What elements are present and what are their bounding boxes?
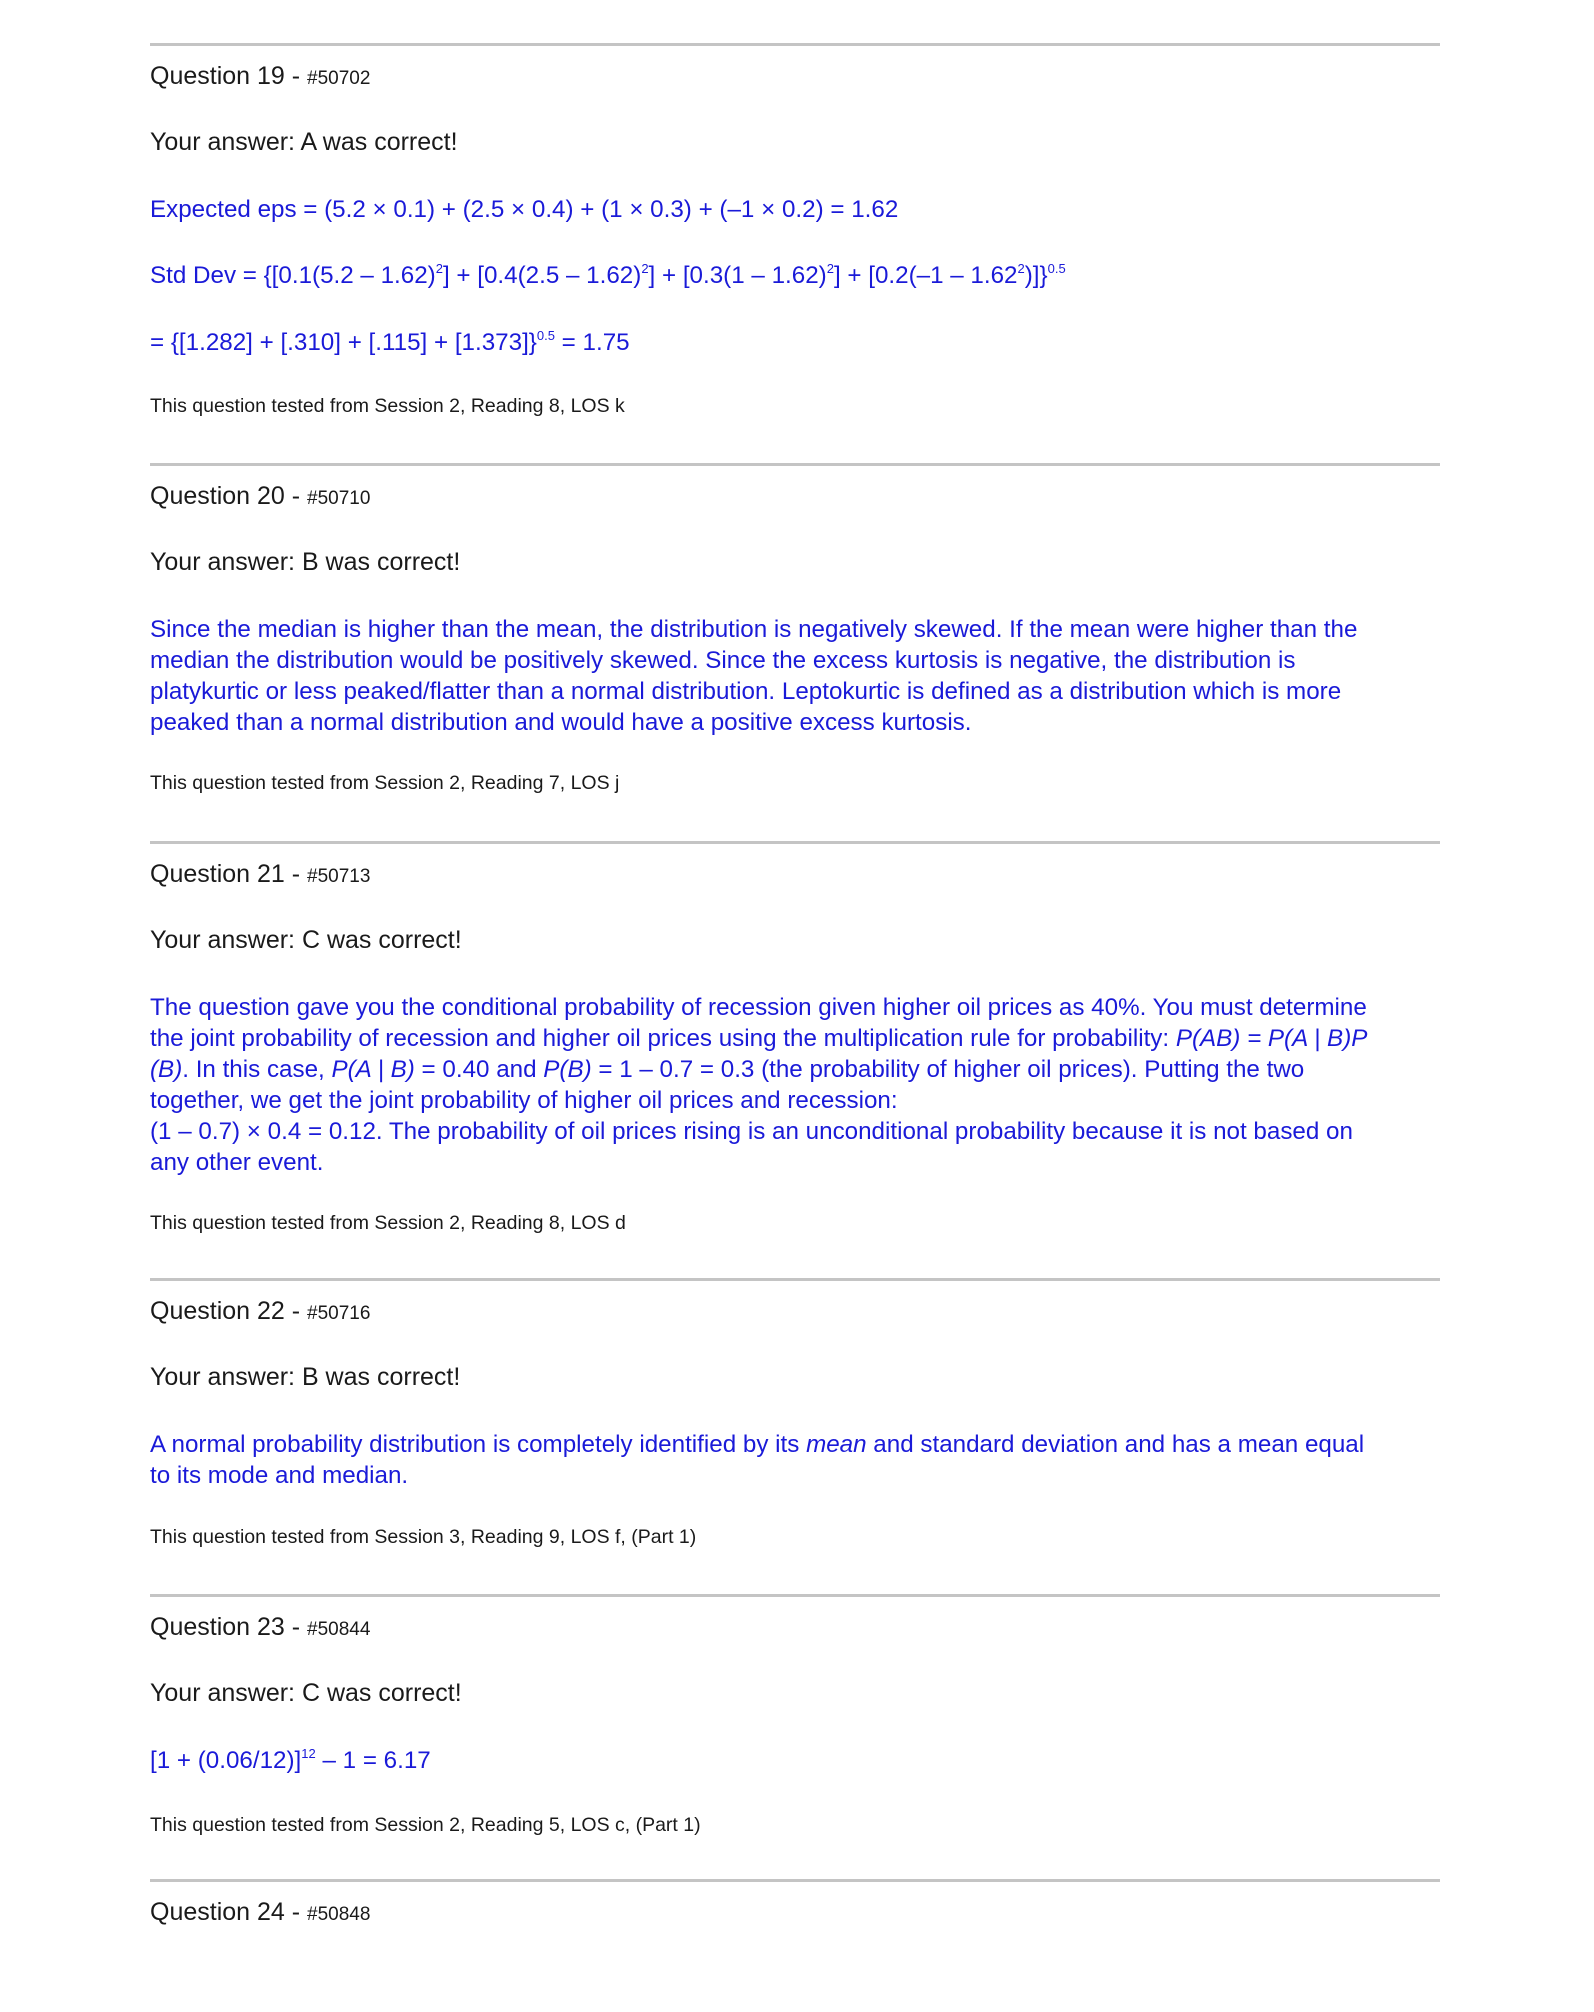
question-header bbox=[150, 1297, 370, 1326]
question-23 bbox=[150, 1594, 1440, 1879]
explanation: A normal probability distribution is completely identified by its mean and standard deviation and has a mean equal to its mode and median. bbox=[150, 1431, 1365, 1489]
tested-from: This question tested from Session 2, Reading 8, LOS d bbox=[150, 1212, 626, 1234]
explanation: The question gave you the conditional probability of recession given higher oil prices as 40%. You must determine the joint probability of recession and higher oil prices using the multiplication rule for probability: P(AB) = P(A | B)P (B). In this case, P(A | B) = 0.40 and P(B) = 1 – 0.7 = 0.3 (the probability of higher oil prices). Putting the two together, we get the joint probability of higher oil prices and recession: (1 – 0.7) × 0.4 = 0.12. The probability of oil prices rising is an unconditional probability because it is not based on any other event. bbox=[150, 994, 1368, 1176]
question-20 bbox=[150, 463, 1440, 841]
question-id: #50702 bbox=[307, 68, 371, 89]
eps-formula: Expected eps = (5.2 × 0.1) + (2.5 × 0.4) + (1 × 0.3) + (–1 × 0.2) = 1.62 bbox=[150, 196, 899, 223]
answer-status: Your answer: A was correct! bbox=[150, 128, 458, 156]
question-header bbox=[150, 860, 370, 889]
question-id: #50710 bbox=[307, 488, 371, 509]
question-22 bbox=[150, 1278, 1440, 1594]
question-title: Question 19 - bbox=[150, 62, 308, 90]
answer-status: Your answer: C was correct! bbox=[150, 1679, 462, 1707]
explanation-std-dev bbox=[150, 260, 1440, 291]
std-dev-formula: Std Dev = $\{[0.1(5.2 - 1.62)^2] + [0.4(2.5 - 1.62)^2] + [0.3(1 - 1.62)^2] + [0.2(-1 - 1.62^2)]\}^{0.5}$ bbox=[150, 261, 1066, 289]
explanation: Since the median is higher than the mean, the distribution is negatively skewed. If the mean were higher than the median the distribution would be positively skewed. Since the excess kurtosis is negative, the distribution is platykurtic or less peaked/flatter than a normal distribution. Leptokurtic is defined as a distribution which is more peaked than a normal distribution and would have a positive excess kurtosis. bbox=[150, 616, 1358, 736]
question-19 bbox=[150, 43, 1440, 463]
tested-from: This question tested from Session 2, Reading 5, LOS c, (Part 1) bbox=[150, 1814, 701, 1836]
tested-from: This question tested from Session 2, Reading 7, LOS j bbox=[150, 772, 620, 794]
compound-formula: $[1 + (0.06/12)]^{12} - 1 = 6.17$ bbox=[150, 1746, 431, 1774]
answer-status: Your answer: C was correct! bbox=[150, 926, 462, 954]
question-21 bbox=[150, 841, 1440, 1278]
question-id: #50716 bbox=[307, 1303, 371, 1324]
explanation bbox=[150, 194, 1440, 225]
question-24 bbox=[150, 1879, 1440, 1979]
question-id: #50713 bbox=[307, 866, 371, 887]
question-id: #50848 bbox=[307, 1904, 371, 1925]
tested-from: This question tested from Session 2, Reading 8, LOS k bbox=[150, 395, 625, 417]
question-header bbox=[150, 482, 370, 511]
answer-status: Your answer: B was correct! bbox=[150, 1363, 461, 1391]
question-title: Question 21 - bbox=[150, 860, 308, 888]
question-header bbox=[150, 1898, 370, 1927]
question-header bbox=[150, 62, 370, 91]
question-header bbox=[150, 1613, 370, 1642]
explanation-result bbox=[150, 327, 1440, 358]
explanation bbox=[150, 1745, 1440, 1776]
question-title: Question 22 - bbox=[150, 1297, 308, 1325]
answer-status: Your answer: B was correct! bbox=[150, 548, 461, 576]
tested-from: This question tested from Session 3, Reading 9, LOS f, (Part 1) bbox=[150, 1526, 697, 1548]
std-dev-result: = $\{[1.282] + [.310] + [.115] + [1.373]\}^{0.5} = 1.75$ bbox=[150, 328, 630, 356]
question-id: #50844 bbox=[307, 1619, 371, 1640]
question-title: Question 24 - bbox=[150, 1898, 308, 1926]
question-title: Question 23 - bbox=[150, 1613, 308, 1641]
question-title: Question 20 - bbox=[150, 482, 308, 510]
